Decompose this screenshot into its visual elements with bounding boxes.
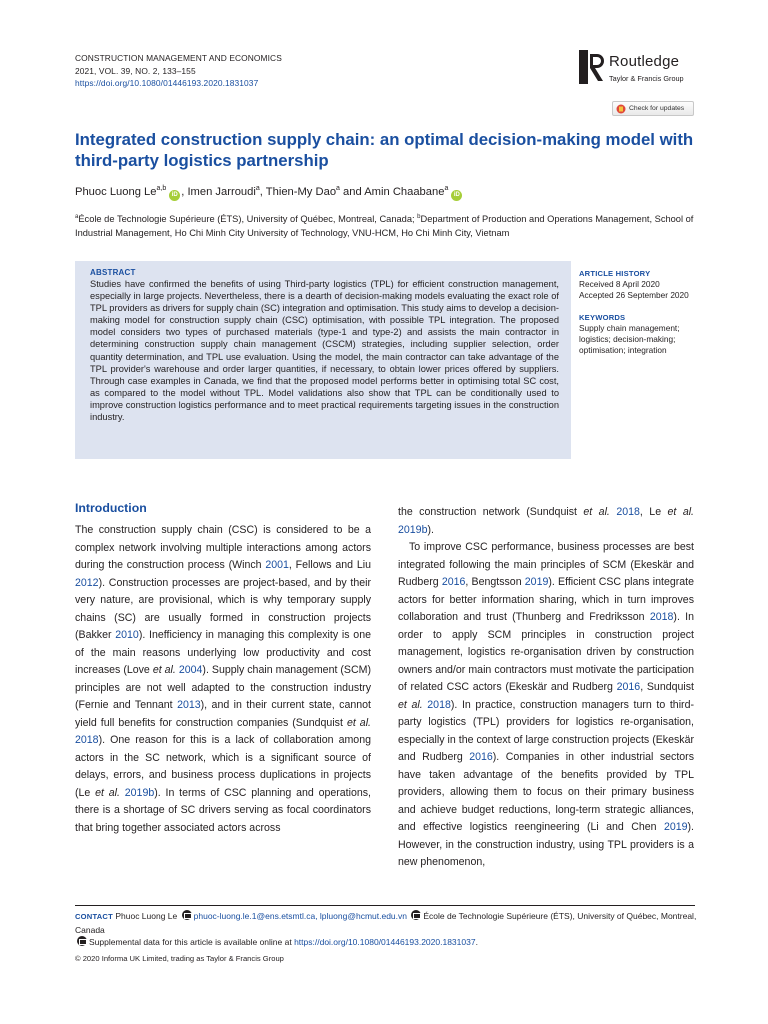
- author-name[interactable]: Thien-My Dao: [265, 186, 337, 198]
- author-separator: and: [339, 186, 365, 198]
- orcid-icon[interactable]: iD: [169, 190, 180, 201]
- citation-link[interactable]: 2018: [649, 611, 674, 623]
- supplemental-link[interactable]: https://doi.org/10.1080/01446193.2020.1831037: [294, 937, 476, 947]
- supplemental-text: Supplemental data for this article is available online at: [89, 937, 292, 947]
- orcid-icon[interactable]: iD: [451, 190, 462, 201]
- citation-link[interactable]: 2018: [427, 698, 451, 711]
- citation-link[interactable]: 2016: [441, 576, 466, 588]
- abstract-text: Studies have confirmed the benefits of using Third-party logistics (TPL) for efficient construction management, especially in large projects. Nevertheless, there is a dearth of decision-making models evaluating the exact role of TPL providers as drivers for supply chain (SC) integration and optimisation. This study aims to develop a decision-making model for construction supply chain (CSC) optimisation, with possible TPL integration. The proposed model considers two types of purchased materials (type-1 and type-2) and assists the main contractor in determining construction supply chain management (CSCM) strategies, including supplier selection, order quantity determination, and TPL use evaluation. Using the model, the main contractor can take advantage of the TPL provider's warehouse and order larger quantities, if necessary, to obtain lower prices offered by suppliers. Through case examples in Canada, we find that the proposed model performs better in optimising total SC cost, as compared to the model without TPL. Model validations also show that TPL can be conditionally used to improve construction logistics performance and to meet practical requirements targeting issues in the construction industry.: [90, 279, 559, 423]
- citation-link[interactable]: 2004: [178, 664, 203, 676]
- citation-link[interactable]: 2018: [616, 506, 640, 518]
- check-for-updates-label: Check for updates: [629, 105, 685, 112]
- author-affiliation-sup: a,b: [156, 185, 167, 192]
- author-name[interactable]: Amin Chaabane: [364, 186, 445, 198]
- abstract-box: [75, 261, 571, 459]
- article-history-heading: ARTICLE HISTORY: [579, 269, 651, 278]
- intro-paragraph-1: The construction supply chain (CSC) is considered to be a complex network involving multiple interactions among actors during the construction process (Winch 2001, Fellows and Liu 2012). Construction processes are project-based, and by their very nature, are provisional, which is why temporary supply chains (SC) are usually formed in construction projects (Bakker 2010). Inefficiency in managing this complexity is one of the main reasons underlying low productivity and cost increases (Love et al. 2004). Supply chain management (SCM) principles are not well adapted to the construction industry (Fernie and Tennant 2013), and in their current state, cannot yield full benefits for construction companies (Sundquist et al. 2018). One reason for this is a lack of collaboration among actors in the SC network, which is a significant source of delays, errors, and business process duplications in projects (Le et al. 2019b). In terms of CSC planning and operations, there is a shortage of SC drivers serving as focal coordinators that bring together associated actors across: [75, 524, 371, 834]
- address-icon: [411, 910, 421, 920]
- citation-link[interactable]: 2013: [177, 699, 201, 711]
- affiliation-sup: a: [75, 214, 79, 220]
- author-separator: ,: [259, 186, 266, 198]
- journal-doi-link[interactable]: https://doi.org/10.1080/01446193.2020.1831037: [75, 78, 259, 88]
- et-al: et al.: [95, 786, 120, 799]
- publisher-name: Routledge: [609, 53, 680, 70]
- intro-paragraph-2: To improve CSC performance, business processes are best integrated following the main principles of SCM (Ekeskär and Rudberg 2016, Bengtsson 2019). Efficient CSC plans integrate actors for better information sharing, which in turn improves collaboration and trust (Thunberg and Fredriksson 2018). In order to apply SCM principles in construction project management, logistics re-organisation driven by construction owners and/or main contractors must motivate the participation of related CSC actors (Ekeskär and Rudberg 2016, Sundquist et al. 2018). In practice, construction managers turn to third-party logistics (TPL) providers for logistics re-organisation, especially in the context of large construction projects (Ekeskär and Rudberg 2016). Companies in other industrial sectors have taken advantage of the benefits provided by TPL providers, allowing them to focus on their primary business and achieve budget reductions, long-term strategic alliances, and effective logistics reengineering (Li and Chen 2019). However, in the construction industry, using TPL providers is a new phenomenon,: [398, 541, 694, 868]
- journal-meta: [75, 52, 282, 90]
- supplemental-note: [75, 936, 700, 949]
- supplemental-icon: [77, 936, 87, 946]
- affiliations: [75, 211, 700, 240]
- contact-name: Phuoc Luong Le: [115, 911, 178, 921]
- abstract-heading: ABSTRACT: [90, 268, 136, 277]
- et-al: et al.: [398, 698, 423, 711]
- footer-divider: [75, 905, 695, 906]
- publisher-logo[interactable]: [579, 50, 695, 86]
- contact-note: [75, 910, 700, 936]
- intro-paragraph-1-continued: the construction network (Sundquist et al. 2018, Le et al. 2019b).: [398, 506, 695, 536]
- contact-heading: CONTACT: [75, 912, 113, 921]
- affiliation-b: Department of Production and Operations Management, School of Industrial Management, Ho Chi Minh City University of Technology, VNU-HCM, Ho Chi Minh City, Vietnam: [75, 214, 694, 238]
- citation-link[interactable]: 2016: [616, 681, 641, 693]
- keywords-text: Supply chain management; logistics; decision-making; optimisation; integration: [579, 323, 680, 355]
- footer-notes: [75, 910, 700, 965]
- citation-link[interactable]: 2019b: [124, 786, 155, 799]
- author-affiliation-sup: a: [444, 185, 449, 192]
- citation-link[interactable]: 2012: [75, 576, 99, 589]
- author-list: [75, 185, 463, 201]
- citation-link[interactable]: 2016: [469, 751, 493, 763]
- copyright: © 2020 Informa UK Limited, trading as Taylor & Francis Group: [75, 953, 284, 963]
- citation-link[interactable]: 2010: [115, 629, 139, 641]
- et-al: et al.: [583, 506, 610, 518]
- affiliation-a: École de Technologie Supérieure (ÉTS), University of Québec, Montreal, Canada;: [78, 214, 418, 224]
- citation-link[interactable]: 2019: [524, 576, 549, 588]
- article-info-sidebar: [579, 268, 699, 356]
- email-icon: [182, 910, 192, 920]
- citation-link[interactable]: 2019b: [398, 523, 428, 536]
- body-column-left: [75, 499, 371, 837]
- supplemental-period: .: [475, 937, 478, 947]
- author-name[interactable]: Imen Jarroudi: [187, 186, 256, 198]
- contact-email-link[interactable]: phuoc-luong.le.1@ens.etsmtl.ca, lpluong@hcmut.edu.vn: [193, 911, 407, 921]
- contact-address: École de Technologie Supérieure (ÉTS), University of Québec, Montreal, Canada: [75, 911, 697, 935]
- et-al: et al.: [152, 664, 176, 676]
- citation-link[interactable]: 2001: [265, 559, 289, 571]
- et-al: et al.: [346, 716, 371, 729]
- citation-link[interactable]: 2019: [663, 821, 688, 833]
- citation-link[interactable]: 2018: [75, 734, 99, 746]
- check-for-updates-button[interactable]: [612, 101, 694, 116]
- introduction-heading: Introduction: [75, 501, 147, 515]
- crossmark-icon: [616, 104, 626, 114]
- body-column-right: [398, 504, 694, 872]
- publisher-subtitle: Taylor & Francis Group: [609, 74, 684, 83]
- author-name[interactable]: Phuoc Luong Le: [75, 186, 157, 198]
- journal-volume: 2021, VOL. 39, NO. 2, 133–155: [75, 65, 196, 76]
- routledge-logo-icon: [579, 50, 605, 84]
- author-separator: ,: [181, 186, 188, 198]
- article-title: Integrated construction supply chain: an optimal decision-making model with third-party logistics partnership: [75, 130, 694, 170]
- accepted-date: Accepted 26 September 2020: [579, 290, 689, 300]
- et-al: et al.: [667, 506, 695, 518]
- author-affiliation-sup: a: [336, 185, 340, 192]
- keywords-heading: KEYWORDS: [579, 313, 626, 322]
- received-date: Received 8 April 2020: [579, 279, 660, 289]
- journal-name: CONSTRUCTION MANAGEMENT AND ECONOMICS: [75, 53, 282, 63]
- author-affiliation-sup: a: [255, 185, 260, 192]
- affiliation-sup: b: [417, 214, 421, 220]
